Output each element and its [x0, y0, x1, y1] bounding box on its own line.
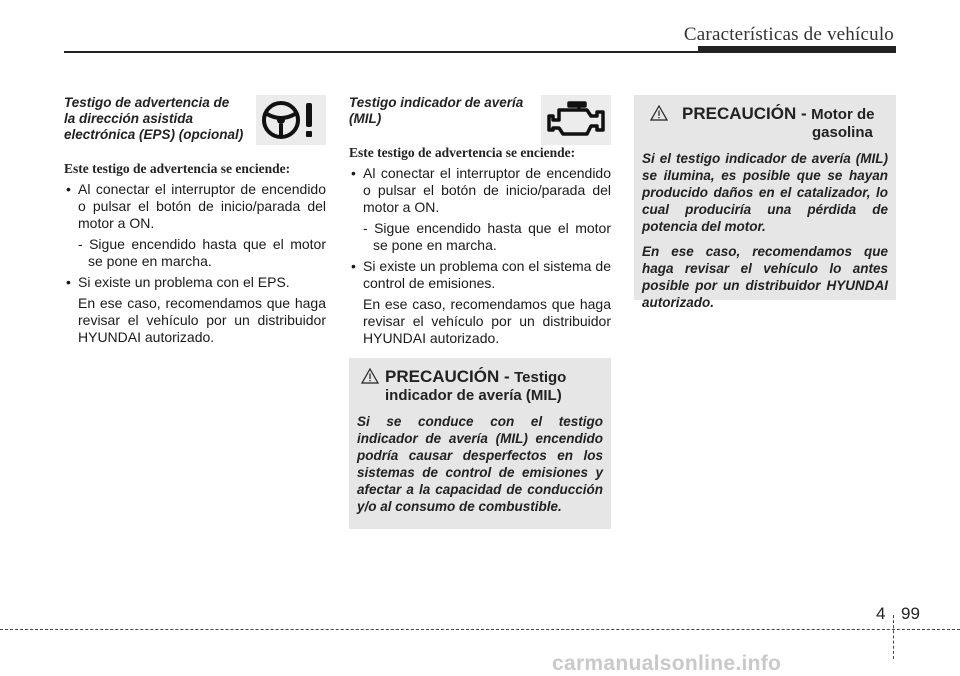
page-header-title: Características de vehículo: [683, 24, 894, 45]
eps-bullet-2-sub: En ese caso, recomendamos que haga revisar el vehículo por un distribuidor HYUNDAI autorizado.: [78, 295, 326, 345]
engine-check-icon: [545, 100, 607, 140]
eps-bullet-2: • Si existe un problema con el EPS.: [64, 274, 326, 291]
caution-mil-topic-a: Testigo: [514, 369, 567, 386]
eps-bullet-1-sub: - Sigue encendido hasta que el motor se pone en marcha.: [78, 236, 326, 269]
eps-icon-box: [256, 95, 326, 145]
eps-warning-icon: [259, 98, 323, 142]
caution-gasoline-heading: [642, 105, 888, 142]
eps-lead: Este testigo de advertencia se enciende:: [64, 161, 291, 176]
mil-bullet-1: • Al conectar el interruptor de encendido o pulsar el botón de inicio/parada del motor a ON.: [349, 165, 611, 216]
caution-gasoline-body-2: En ese caso, recomendamos que haga revisar el vehículo lo antes posible por un distribuidor HYUNDAI autorizado.: [642, 244, 888, 310]
caution-gasoline-word: PRECAUCIÓN -: [682, 104, 807, 123]
page-number: 99: [901, 604, 920, 623]
mil-title: Testigo indicador de avería (MIL): [349, 95, 524, 126]
eps-bullet-1: • Al conectar el interruptor de encendido o pulsar el botón de inicio/parada del motor a ON.: [64, 181, 326, 232]
mil-lead: Este testigo de advertencia se enciende:: [349, 145, 576, 160]
caution-gasoline-topic-a: Motor de: [811, 106, 875, 123]
mil-bullet-2-sub: En ese caso, recomendamos que haga revisar el vehículo por un distribuidor HYUNDAI autorizado.: [363, 296, 611, 346]
footer-rule: [0, 629, 960, 630]
mil-bullet-1-sub: - Sigue encendido hasta que el motor se pone en marcha.: [363, 220, 611, 253]
caution-mil-heading: [357, 368, 603, 405]
caution-gasoline-box: [634, 95, 896, 310]
watermark: carmanualsonline.info: [552, 652, 782, 675]
mil-icon-box: [541, 95, 611, 145]
caution-gasoline-topic-b: gasolina: [812, 124, 873, 141]
header-tab: [698, 46, 896, 52]
caution-mil-body: Si se conduce con el testigo indicador de avería (MIL) encendido podría causar desperfectos en los sistemas de control de emisiones y afectar a la capacidad de conducción y/o al consumo de combustible.: [357, 414, 603, 514]
caution-gasoline-body-1: Si el testigo indicador de avería (MIL) se ilumina, es posible que se hayan producido daños en el catalizador, lo cual produciría una pérdida de potencia del motor.: [642, 151, 888, 234]
caution-mil-box: [349, 358, 611, 529]
chapter-number: 4: [876, 604, 886, 623]
warning-triangle-icon: [650, 105, 668, 121]
mil-section: [349, 95, 611, 347]
eps-section: [64, 95, 326, 346]
warning-triangle-icon: [361, 368, 379, 384]
caution-mil-topic-b: indicador de avería (MIL): [385, 387, 562, 404]
eps-title: Testigo de advertencia de la dirección asistida electrónica (EPS) (opcional): [64, 95, 244, 142]
caution-mil-word: PRECAUCIÓN -: [385, 367, 510, 386]
footer-divider: [893, 615, 894, 659]
mil-bullet-2: • Si existe un problema con el sistema de control de emisiones.: [349, 258, 611, 292]
